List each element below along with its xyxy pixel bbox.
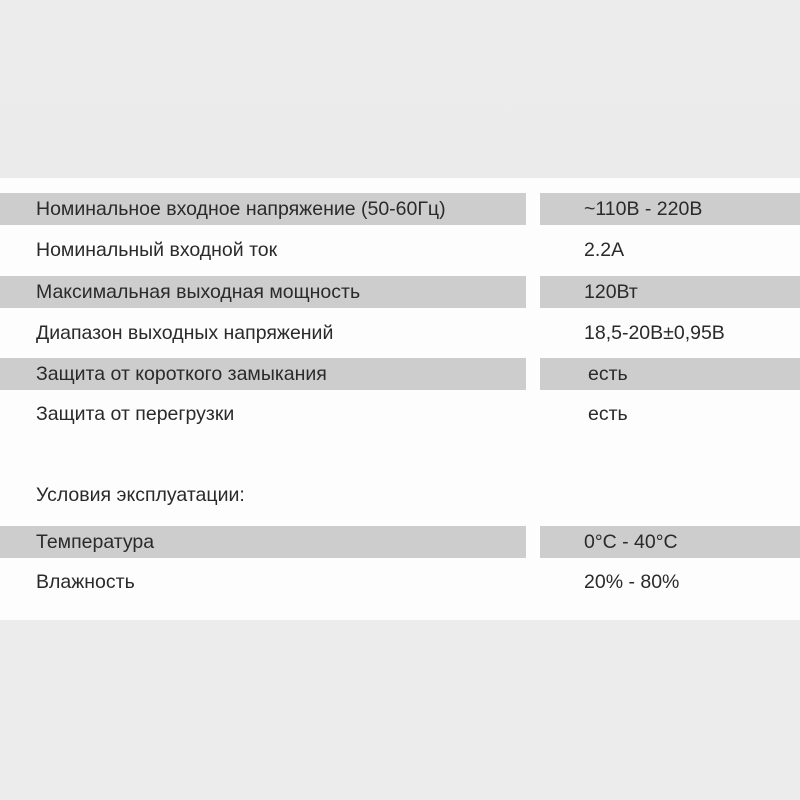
spec-value: есть bbox=[588, 402, 628, 425]
background-top bbox=[0, 0, 800, 178]
spec-value: есть bbox=[540, 358, 800, 390]
spec-row-output-voltage bbox=[0, 317, 800, 349]
spec-label: Максимальная выходная мощность bbox=[0, 276, 526, 308]
spec-row-temperature bbox=[0, 526, 800, 558]
spec-value: 120Вт bbox=[540, 276, 800, 308]
spec-label: Защита от короткого замыкания bbox=[0, 358, 526, 390]
spec-label: Влажность bbox=[36, 570, 135, 593]
spec-value: 18,5-20В±0,95В bbox=[584, 321, 725, 344]
spec-row-max-power bbox=[0, 276, 800, 308]
spec-row-humidity bbox=[0, 566, 800, 598]
spec-label: Диапазон выходных напряжений bbox=[36, 321, 334, 344]
spec-row-short-circuit bbox=[0, 358, 800, 390]
spec-row-input-current bbox=[0, 234, 800, 266]
spec-label: Температура bbox=[0, 526, 526, 558]
spec-value: ~110В - 220В bbox=[540, 193, 800, 225]
spec-value: 2.2А bbox=[584, 238, 625, 261]
spec-label: Номинальный входной ток bbox=[36, 238, 278, 261]
spec-value: 20% - 80% bbox=[584, 570, 680, 593]
spec-label: Номинальное входное напряжение (50-60Гц) bbox=[0, 193, 526, 225]
operating-conditions-title: Условия эксплуатации: bbox=[36, 484, 245, 506]
spec-value: 0°С - 40°С bbox=[540, 526, 800, 558]
spec-row-input-voltage bbox=[0, 193, 800, 225]
background-bottom bbox=[0, 620, 800, 800]
spec-label: Защита от перегрузки bbox=[36, 402, 235, 425]
spec-row-overload bbox=[0, 398, 800, 430]
